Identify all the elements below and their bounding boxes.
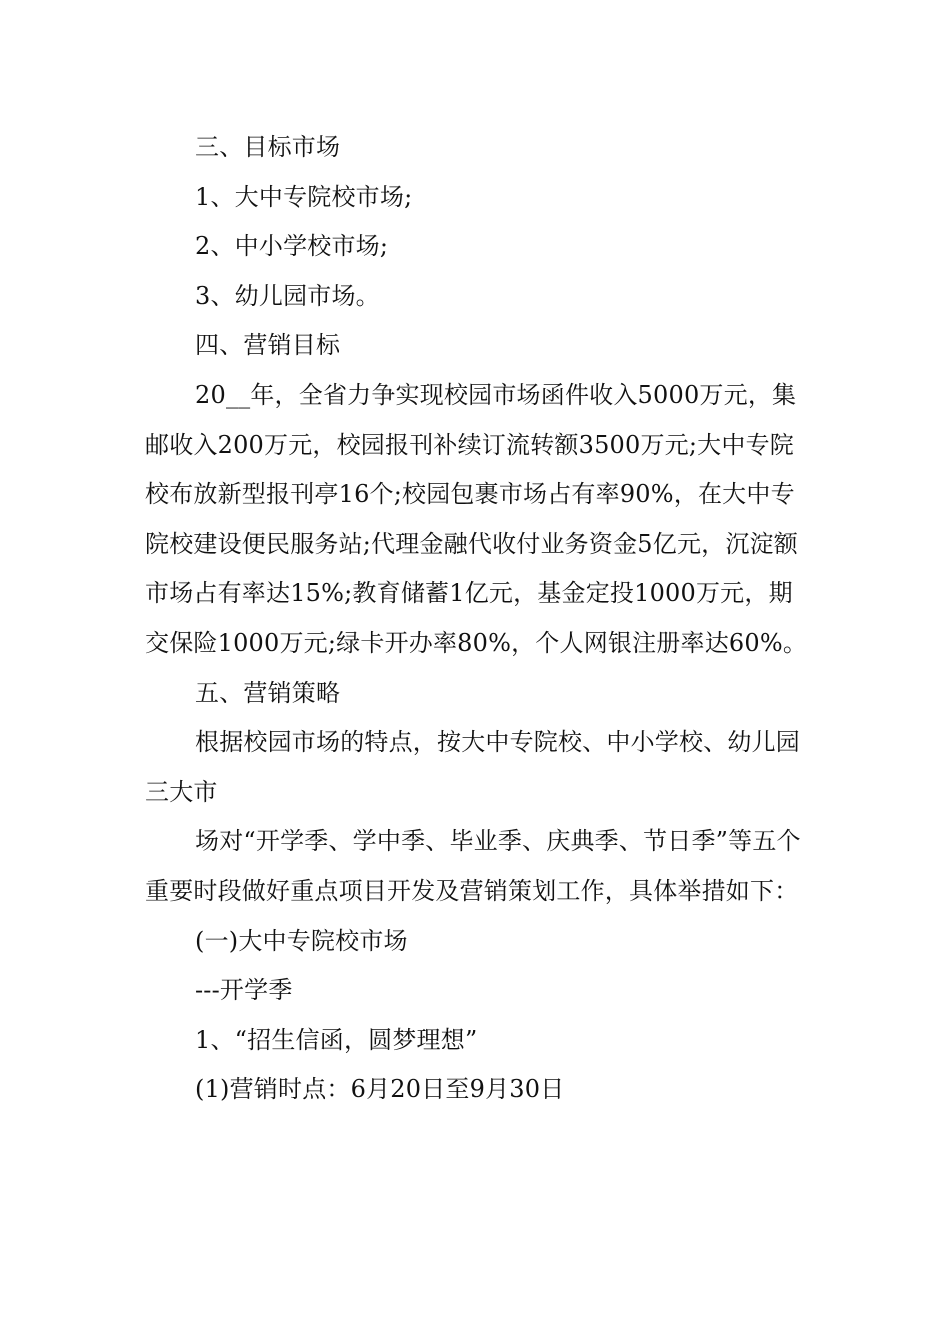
section-heading-marketing-strategy: 五、营销策略 [195,678,341,707]
list-item-school-market: 2、中小学校市场; [195,232,389,261]
document-body [145,123,810,1115]
subheading-university-market: (一)大中专院校市场 [195,926,408,955]
list-item-marketing-period: (1)营销时点：6月20日至9月30日 [195,1075,565,1104]
paragraph-marketing-goals: 20__年，全省力争实现校园市场函件收入5000万元，集邮收入200万元，校园报刊补续订流转额3500万元;大中专院校布放新型报刊亭16个;校园包裹市场占有率90%，在大中专院校建设便民服务站;代理金融代收付业务资金5亿元，沉淀额市场占有率达15%;教育储蓄1亿元，基金定投1000万元，期交保险1000万元;绿卡开办率80%，个人网银注册率达60%。 [145,380,808,657]
section-heading-marketing-goals: 四、营销目标 [195,331,341,360]
list-item-university-market: 1、大中专院校市场; [195,182,413,211]
list-item-admission-letters: 1、“招生信函，圆梦理想” [195,1025,478,1054]
subheading-opening-season: ---开学季 [195,976,293,1005]
section-heading-target-market: 三、目标市场 [195,133,341,161]
paragraph-strategy-periods: 场对“开学季、学中季、毕业季、庆典季、节日季”等五个重要时段做好重点项目开发及营销策划工作，具体举措如下： [145,827,801,905]
paragraph-strategy-intro: 根据校园市场的特点，按大中专院校、中小学校、幼儿园三大市 [145,728,800,806]
list-item-kindergarten-market: 3、幼儿园市场。 [195,281,380,310]
